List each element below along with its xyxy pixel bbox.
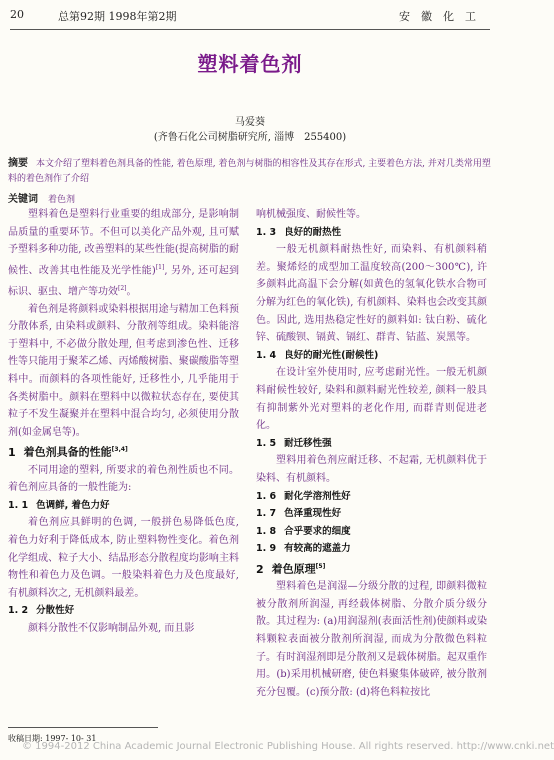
subsection-1-3-heading: 1. 3 良好的耐热性 bbox=[256, 226, 342, 238]
subsection-1-2-heading: 1. 2 分散性好 bbox=[8, 605, 75, 617]
continued-text: 响机械强度、耐候性等。 bbox=[256, 209, 366, 220]
copyright-watermark: © 1994-2012 China Academic Journal Electronic Publishing House. All rights reserved. http://www.cnki.net bbox=[22, 741, 554, 752]
keywords-label: 关键词 bbox=[8, 194, 38, 205]
abstract bbox=[8, 156, 492, 187]
section-1-text: 不同用途的塑料, 所要求的着色剂性质也不同。着色剂应具备的一般性能为: bbox=[8, 464, 239, 494]
subsection-1-4-heading: 1. 4 良好的耐光性(耐候性) bbox=[256, 349, 379, 361]
section-2-heading: 2 着色原理[5] bbox=[256, 562, 326, 576]
subsection-1-6-heading: 1. 6 耐化学溶剂性好 bbox=[256, 490, 351, 502]
intro-paragraph-1: 塑料着色是塑料行业重要的组成部分, 是影响制品质量的重要环节。不但可以美化产品外观, 且可赋予塑料多种功能, 改善塑料的某些性能(提高树脂的耐候性、改善其电性能及光学性能)[1], 另外, 还可起到标识、驱虫、增产等功效[2]。 bbox=[8, 209, 240, 298]
author-name: 马爱葵 bbox=[235, 117, 265, 128]
citation-1: [1] bbox=[155, 263, 165, 271]
right-column bbox=[256, 206, 487, 701]
abstract-label: 摘要 bbox=[8, 158, 28, 169]
subsection-1-7-heading: 1. 7 色泽重现性好 bbox=[256, 508, 342, 520]
section-2-text: 塑料着色是润湿—分级分散的过程, 即颜料微粒被分散剂所润湿, 再经载体树脂、分散介质分级分散。其过程为: (a)用润湿剂(表面活性剂)使颜料或染料颗粒表面被分散剂所润湿, 而成为分散微色料粒子。有时润湿剂即是分散剂又是载体树脂。起双重作用。(b)采用机械研磨, 使色料聚集体破碎, 被分散剂充分包覆。(c)预分散: (d)将色料粒按比 bbox=[256, 581, 487, 698]
page-number: 20 bbox=[10, 8, 24, 21]
subsection-1-2-text: 颜料分散性不仅影响制品外观, 而且影 bbox=[28, 622, 195, 634]
author-affiliation: (齐鲁石化公司树脂研究所, 淄博 255400) bbox=[153, 132, 347, 143]
subsection-1-5-text: 塑料用着色剂应耐迁移、不起霜, 无机颜料优于染料、有机颜料。 bbox=[256, 455, 487, 484]
keywords bbox=[8, 190, 75, 205]
subsection-1-1-heading: 1. 1 色调鲜, 着色力好 bbox=[8, 499, 110, 511]
subsection-1-1-text: 着色剂应具鲜明的色调, 一般拼色易降低色度, 着色力好利于降低成本, 防止塑料物性变化。着色剂化学组成、粒子大小、结晶形态分散程度均影响主料物性和着色力及色调。一般染料着色力及色度最好, 有机颜料次之, 无机颜料最差。 bbox=[8, 517, 239, 599]
subsection-1-9-heading: 1. 9 有较高的遮盖力 bbox=[256, 543, 351, 555]
subsection-1-8-heading: 1. 8 合乎要求的细度 bbox=[256, 525, 351, 537]
article-title: 塑料着色剂 bbox=[197, 52, 303, 76]
left-column bbox=[8, 206, 239, 638]
intro-paragraph-2: 着色剂是将颜料或染料根据用途与精加工色料预分散体系, 由染料或颜料、分散剂等组成。染料能溶于塑料中, 不必做分散处理, 但考虑到渗色性、迁移性等只能用于聚苯乙烯、丙烯酸树脂、聚碳酸脂等塑料中。而颜料的各项性能好, 迁移性小, 几乎能用于各类树脂中。颜料在塑料中以微粒状态存在, 要使其粒子不发生凝聚并在塑料中混合均匀, 必须使用分散剂(如金属皂等)。 bbox=[8, 303, 239, 438]
abstract-text: 本文介绍了塑料着色剂具备的性能, 着色原理, 着色剂与树脂的相容性及其存在形式, 主要着色方法, 并对几类常用塑料的着色剂作了介绍 bbox=[8, 159, 491, 184]
received-date: 收稿日期: 1997- 10- 31 bbox=[8, 734, 97, 743]
header-rule bbox=[10, 29, 490, 30]
section-1-heading: 1 着色剂具备的性能[3,4] bbox=[8, 446, 128, 460]
journal-name: 安 徽 化 工 bbox=[399, 10, 476, 23]
citation-2: [2] bbox=[118, 284, 127, 292]
subsection-1-3-text: 一般无机颜料耐热性好, 而染料、有机颜料稍差。聚烯烃的成型加工温度较高(200～300℃), 许多颜料此高温下会分解(如黄色的氢氧化铁水合物可分解为红色的氧化铁), 有机颜料、染料也会改变其颜色。因此, 选用热稳定性好的颜料如: 钛白粉、硫化锌、硫酸钡、镉黄、镉红、群青、钴蓝、炭黑等。 bbox=[256, 244, 487, 344]
footnote-rule bbox=[8, 727, 158, 728]
keywords-text: 着色剂 bbox=[48, 195, 76, 205]
issue-info: 总第92期 1998年第2期 bbox=[58, 10, 177, 23]
subsection-1-4-text: 在设计室外使用时, 应考虑耐光性。一般无机颜料耐候性较好, 染料和颜料耐光性较差, 颜料一般具有抑制紫外光对塑料的老化作用, 而群青则促进老化。 bbox=[256, 367, 487, 432]
subsection-1-5-heading: 1. 5 耐迁移性强 bbox=[256, 437, 332, 449]
